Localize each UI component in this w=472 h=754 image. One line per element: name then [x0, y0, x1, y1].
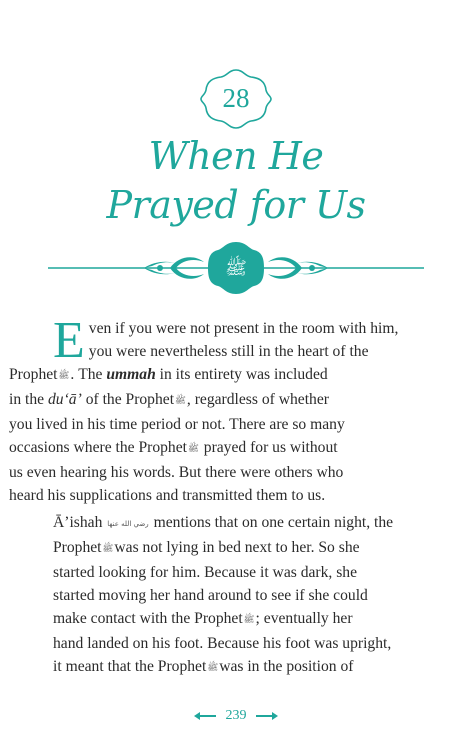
text-line: us even hearing his words. But there were others who — [9, 464, 344, 481]
text-span: was in the position of — [219, 658, 354, 675]
text-span: Ā’ishah — [53, 514, 103, 531]
text-line — [53, 511, 425, 536]
honorific-icon: ﷺ — [243, 615, 255, 625]
text-line: ven if you were not present in the room with him, — [88, 320, 399, 337]
chapter-number: 28 — [222, 83, 250, 113]
text-span: make contact with the Prophet — [53, 610, 243, 627]
text-span: in the — [9, 391, 45, 408]
text-line: started moving her hand around to see if she could — [53, 587, 368, 604]
text-span: of the Prophet — [85, 391, 175, 408]
text-line — [53, 607, 425, 632]
text-span: , regardless of whether — [186, 391, 329, 408]
text-span: Prophet — [53, 539, 102, 556]
text-line: hand landed on his foot. Because his foot was upright, — [53, 635, 392, 652]
body-paragraph-1 — [9, 312, 425, 507]
honorific-icon: ﷺ — [207, 663, 219, 673]
left-ornament-icon — [194, 712, 216, 720]
honorific-icon: ﷺ — [187, 444, 199, 454]
svg-text:ﷺ: ﷺ — [225, 258, 247, 279]
emphasis-ummah: ummah — [106, 366, 156, 383]
text-span: occasions where the Prophet — [9, 439, 187, 456]
text-line — [9, 436, 425, 461]
text-line: you lived in his time period or not. There are so many — [9, 416, 345, 433]
honorific-icon: ﷺ — [175, 396, 186, 406]
text-line: started looking for him. Because it was dark, she — [53, 564, 358, 581]
text-line — [9, 363, 425, 388]
honorific-icon: ﷺ — [58, 371, 70, 381]
text-span: it meant that the Prophet — [53, 658, 207, 675]
page-number: 239 — [225, 708, 247, 723]
honorific-icon: رضي الله عنها — [107, 520, 149, 528]
text-line: heard his supplications and transmitted them to us. — [9, 487, 326, 504]
text-line: you were nevertheless still in the heart of the — [88, 343, 369, 360]
chapter-title-line-1: When He — [148, 134, 324, 178]
text-line — [9, 388, 425, 413]
emphasis-dua: du‘ā’ — [48, 391, 82, 408]
text-line — [53, 655, 425, 680]
text-span: . The — [70, 366, 103, 383]
salawat-emblem-icon — [225, 255, 247, 279]
drop-cap: E — [53, 312, 85, 369]
text-span: was not lying in bed next to her. So she — [114, 539, 360, 556]
right-ornament-icon — [256, 712, 278, 720]
page-footer — [0, 708, 472, 724]
body-paragraph-2 — [53, 511, 425, 680]
text-span: mentions that on one certain night, the — [153, 514, 394, 531]
text-span: Prophet — [9, 366, 58, 383]
text-span: prayed for us without — [203, 439, 338, 456]
ornamental-divider — [48, 238, 424, 298]
text-span: in its entirety was included — [159, 366, 328, 383]
chapter-title-line-2: Prayed for Us — [106, 183, 366, 227]
text-line — [53, 536, 425, 561]
text-span: ; eventually her — [255, 610, 353, 627]
honorific-icon: ﷺ — [102, 544, 114, 554]
